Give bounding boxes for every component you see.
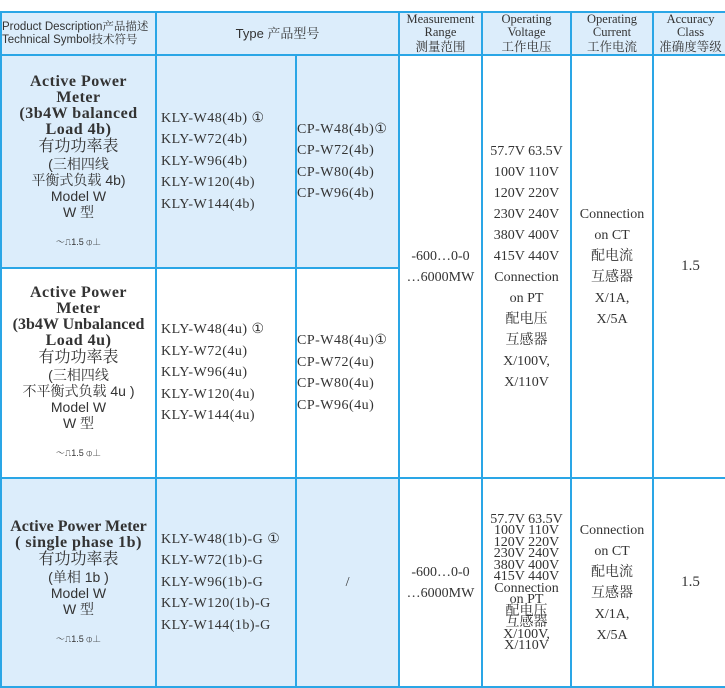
accuracy-class: 1.5 bbox=[653, 55, 725, 478]
product-title: Meter bbox=[56, 300, 101, 317]
product-title: Active Power Meter bbox=[10, 517, 147, 535]
product-cn: (单相 1b ) bbox=[48, 568, 109, 585]
operating-current bbox=[571, 55, 653, 478]
product-title: ( single phase 1b) bbox=[15, 533, 142, 551]
table-row bbox=[1, 55, 725, 268]
product-cn: 有功功率表 bbox=[38, 349, 119, 366]
type-item: KLY-W120(4b) bbox=[161, 175, 256, 191]
header-text: Current bbox=[592, 25, 632, 39]
current-text: 配电流 bbox=[591, 248, 634, 264]
voltage-text: X/100V, bbox=[503, 353, 550, 369]
header-text: Technical Symbol技术符号 bbox=[2, 33, 138, 46]
kly-type-list bbox=[156, 478, 296, 687]
voltage-text: 100V 110V bbox=[494, 164, 559, 180]
current-text: on CT bbox=[594, 227, 630, 243]
header-text: 测量范围 bbox=[415, 40, 466, 54]
product-cn: 不平衡式负载 4u ) bbox=[22, 383, 135, 399]
product-title: Meter bbox=[56, 88, 101, 106]
type-item: KLY-W144(4u) bbox=[161, 408, 256, 424]
type-item: KLY-W48(4u) ① bbox=[161, 322, 265, 338]
operating-voltage bbox=[482, 55, 571, 478]
range-text: -600…0-0 bbox=[411, 248, 470, 264]
header-description bbox=[1, 12, 156, 55]
voltage-text: on PT bbox=[509, 290, 544, 306]
range-text: …6000MW bbox=[406, 269, 475, 285]
type-item: CP-W96(4b) bbox=[297, 186, 375, 201]
current-text: Connection bbox=[579, 522, 645, 538]
type-item: KLY-W72(1b)-G bbox=[161, 553, 264, 569]
current-text: 配电流 bbox=[591, 564, 634, 580]
operating-voltage bbox=[482, 478, 571, 687]
type-item: KLY-W72(4b) bbox=[161, 132, 248, 148]
current-text: X/5A bbox=[596, 627, 628, 643]
measurement-range bbox=[399, 478, 482, 687]
current-text: Connection bbox=[579, 206, 645, 222]
header-text: 工作电流 bbox=[587, 40, 638, 54]
voltage-text: X/110V bbox=[504, 374, 549, 390]
type-item: KLY-W72(4u) bbox=[161, 343, 248, 359]
voltage-text: 415V 440V bbox=[493, 248, 560, 264]
product-title: Active Power bbox=[29, 72, 128, 90]
product-title: (3b4W Unbalanced bbox=[12, 316, 145, 333]
header-text: Accuracy bbox=[666, 12, 715, 26]
voltage-text: 57.7V 63.5V bbox=[490, 143, 563, 159]
technical-symbol-icon: ～⎍1.5 ⦶⊥ bbox=[55, 236, 102, 247]
type-item: KLY-W96(1b)-G bbox=[161, 574, 264, 590]
type-item: CP-W72(4b) bbox=[297, 143, 375, 158]
voltage-text: X/110V bbox=[504, 638, 549, 653]
type-item: KLY-W144(1b)-G bbox=[161, 617, 271, 633]
voltage-text: 120V 220V bbox=[493, 185, 560, 201]
voltage-text: 57.7V 63.5V bbox=[490, 511, 563, 527]
voltage-text: 互感器 bbox=[505, 615, 548, 630]
header-text: Measurement bbox=[406, 12, 475, 26]
type-item: CP-W80(4u) bbox=[297, 376, 375, 391]
product-title: Active Power bbox=[29, 284, 128, 301]
voltage-text: 230V 240V bbox=[493, 546, 560, 561]
model-label: W 型 bbox=[62, 415, 95, 431]
kly-type-list bbox=[156, 268, 296, 478]
model-label: Model W bbox=[50, 187, 107, 204]
voltage-text: 配电压 bbox=[505, 603, 548, 619]
type-item: KLY-W48(4b) ① bbox=[161, 110, 265, 126]
technical-symbol-icon: ～⎍1.5 ⦶⊥ bbox=[55, 633, 102, 644]
header-text: 准确度等级 bbox=[659, 40, 722, 54]
type-item: KLY-W120(4u) bbox=[161, 386, 256, 402]
voltage-text: Connection bbox=[494, 269, 559, 285]
header-type: Type 产品型号 bbox=[156, 12, 399, 55]
cp-type-list bbox=[296, 268, 399, 478]
current-text: X/1A, bbox=[594, 606, 630, 622]
current-text: X/1A, bbox=[594, 290, 630, 306]
type-item: CP-W48(4b)① bbox=[297, 121, 388, 137]
product-description bbox=[1, 268, 156, 478]
header-text: Voltage bbox=[507, 25, 546, 39]
type-item: KLY-W48(1b)-G ① bbox=[161, 531, 281, 547]
voltage-text: 415V 440V bbox=[493, 569, 560, 584]
model-label: W 型 bbox=[62, 203, 95, 220]
current-text: on CT bbox=[594, 543, 630, 559]
cp-type-empty: / bbox=[296, 478, 399, 687]
measurement-range bbox=[399, 55, 482, 478]
voltage-text: Connection bbox=[494, 580, 559, 596]
table-row bbox=[1, 478, 725, 687]
header-text: 工作电压 bbox=[501, 40, 552, 54]
product-cn: (三相四线 bbox=[48, 367, 109, 383]
header-measurement bbox=[399, 12, 482, 55]
voltage-text: X/100V, bbox=[503, 626, 550, 642]
type-item: KLY-W144(4b) bbox=[161, 196, 256, 212]
current-text: 互感器 bbox=[591, 269, 634, 285]
product-description bbox=[1, 55, 156, 268]
voltage-text: 配电压 bbox=[505, 311, 548, 327]
current-text: 互感器 bbox=[591, 585, 634, 601]
header-text: Class bbox=[676, 25, 705, 39]
cp-type-list bbox=[296, 55, 399, 268]
product-description bbox=[1, 478, 156, 687]
model-label: Model W bbox=[50, 399, 107, 415]
product-cn: 有功功率表 bbox=[38, 137, 119, 155]
product-title: (3b4W balanced bbox=[19, 104, 138, 122]
current-text: X/5A bbox=[596, 311, 628, 327]
header-current bbox=[571, 12, 653, 55]
header-text: Product Description产品描述 bbox=[2, 20, 149, 33]
model-label: W 型 bbox=[62, 600, 95, 617]
header-text: Operating bbox=[501, 12, 552, 26]
voltage-text: 380V 400V bbox=[493, 557, 560, 573]
type-item: KLY-W96(4b) bbox=[161, 153, 248, 169]
product-title: Load 4b) bbox=[45, 120, 112, 138]
product-cn: 有功功率表 bbox=[38, 550, 119, 568]
header-accuracy bbox=[653, 12, 725, 55]
voltage-text: 100V 110V bbox=[494, 523, 559, 538]
header-text: Operating bbox=[587, 12, 637, 26]
voltage-text: 互感器 bbox=[505, 332, 548, 348]
voltage-text: on PT bbox=[509, 592, 544, 607]
range-text: …6000MW bbox=[406, 585, 475, 601]
product-title: Load 4u) bbox=[45, 332, 112, 349]
product-cn: (三相四线 bbox=[48, 155, 109, 172]
type-item: CP-W72(4u) bbox=[297, 354, 375, 370]
voltage-text: 230V 240V bbox=[493, 206, 560, 222]
type-item: KLY-W96(4u) bbox=[161, 365, 248, 381]
voltage-text: 120V 220V bbox=[493, 534, 560, 550]
model-label: Model W bbox=[50, 584, 107, 601]
range-text: -600…0-0 bbox=[411, 564, 470, 580]
header-voltage bbox=[482, 12, 571, 55]
product-spec-table bbox=[0, 11, 725, 688]
type-item: CP-W80(4b) bbox=[297, 164, 375, 180]
voltage-text: 380V 400V bbox=[493, 227, 560, 243]
product-cn: 平衡式负载 4b) bbox=[31, 171, 126, 188]
kly-type-list bbox=[156, 55, 296, 268]
type-item: KLY-W120(1b)-G bbox=[161, 596, 271, 612]
technical-symbol-icon: ～⎍1.5 ⦶⊥ bbox=[55, 448, 102, 458]
type-item: CP-W96(4u) bbox=[297, 397, 375, 413]
accuracy-class: 1.5 bbox=[653, 478, 725, 687]
header-text: Range bbox=[424, 25, 457, 39]
operating-current bbox=[571, 478, 653, 687]
type-item: CP-W48(4u)① bbox=[297, 333, 388, 348]
header-row bbox=[1, 12, 725, 55]
